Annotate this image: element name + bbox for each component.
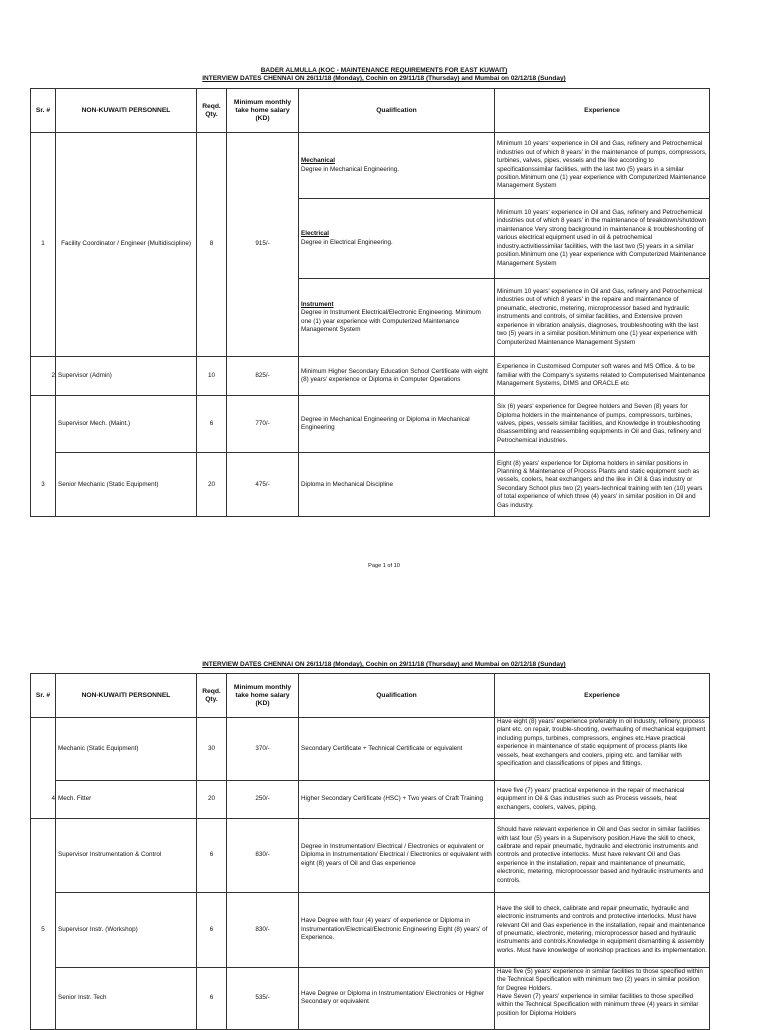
qualification-text: Higher Secondary Certificate (HSC) + Two years of Craft Training [299,780,495,818]
sr-number: 4 [51,795,55,802]
table-row [31,780,710,818]
required-qty: 6 [197,893,227,967]
experience-text: Six (6) years' experience for Degree holders and Seven (8) years for Diploma holders in the maintenance of pumps, compressors, turbines, valves, pipes, vessels similar facilities, and Knowledge in troubleshooting disassembling and reassembling equipments in Oil and Gas, refinery and Petrochemical industries. [495,396,710,453]
required-qty: 30 [197,718,227,781]
required-qty: 8 [197,133,227,357]
required-qty: 6 [197,396,227,453]
salary: 770/- [227,396,299,453]
experience-text: Minimum 10 years' experience in Oil and Gas, refinery and Petrochemical industries out of which 8 years' in the maintenance of pumps, compressors, turbines, valves, pipes, vessels and the like according to specificationssimilar facilities, with the last two (5) years in a similar position.Minimum one (1) year experience with Computerized Maintenance Management System [495,133,710,199]
qualification-text: Minimum Higher Secondary Education School Certificate with eight (8) years' experience or Diploma in Computer Operations [299,357,495,396]
personnel-title: Supervisor (Admin) [56,357,197,396]
table-row [31,967,710,1029]
qualification-text: Degree in Instrumentation/ Electrical / Electronics or equivalent or Diploma in Instrumentation/ Electrical / Electronics or equivalent with eight (8) years of Oil and Gas experience [299,819,495,893]
salary: 250/- [227,780,299,818]
required-qty: 10 [197,357,227,396]
qualification-text: Diploma in Mechanical Discipline [299,453,495,517]
experience-text: Have five (7) years' practical experience in the repair of mechanical equipment in Oil & Gas industries such as Process vessels, heat exchangers, coolers, valves, piping. [495,780,710,818]
qualification-text: Degree in Mechanical Engineering. [301,165,400,173]
header-personnel: NON-KUWAITI PERSONNEL [56,674,197,718]
qualification-cell [299,133,495,199]
qualification-cell [299,279,495,357]
experience-text: Have the skill to check, calibrate and repair pneumatic, hydraulic and electronic instruments and controls and protective interlocks. Must have relevant Oil and Gas experience in the installation, repair and maintenance of pneumatic, electronic, metering, microprocessor based and hydraulic instruments and controls.Knowledge in equipment dismantling & assembly works. Must have knowledge of workshop practices and its implementation. [495,893,710,967]
interview-dates-line: INTERVIEW DATES CHENNAI ON 26/11/18 (Monday), Cochin on 29/11/18 (Thursday) and Mumbai on 02/12/18 (Sunday) [202,75,566,82]
header-qty: Reqd. Qty. [197,89,227,133]
sr-cell [31,819,56,1030]
salary: 475/- [227,453,299,517]
header-sr: Sr. # [31,89,56,133]
sr-number: 3 [41,481,45,488]
salary: 370/- [227,718,299,781]
experience-text: Minimum 10 years' experience in Oil and Gas, refinery and Petrochemical industries out of which 8 years' in the maintenance of breakdown/shutdown maintenance Very strong background in maintenance & troubleshooting of various electrical equipment used in oil & petrochemical industry.activitiessimilar facilities, with the last two (5) years in a similar position.Minimum one (1) year experience with Computerized Maintenance Management System [495,199,710,279]
header-qty: Reqd. Qty. [197,674,227,718]
qualification-text: Secondary Certificate + Technical Certificate or equivalent [299,718,495,781]
personnel-title: Mechanic (Static Equipment) [56,718,197,781]
sr-number: 5 [41,926,45,933]
personnel-title: Senior Mechanic (Static Equipment) [56,453,197,517]
qualification-heading: Mechanical [301,157,335,165]
qualification-text: Degree in Electrical Engineering. [301,238,393,246]
table-row [31,453,710,517]
experience-text: Should have relevant experience in Oil and Gas sector in similar facilities with last four (5) years in a Supervisory position.Have the skill to check, calibrate and repair pneumatic, hydraulic and electronic instruments and controls and protective interlocks. Must have relevant Oil and Gas experience in the installation, repair and maintenance of pneumatic, electronic, metering, microprocessor based and hydraulic instruments and controls. [495,819,710,893]
header-salary: Minimum monthly take home salary (KD) [227,674,299,718]
personnel-title: Mech. Fitter [56,780,197,818]
personnel-title: Supervisor Instr. (Workshop) [56,893,197,967]
qualification-heading: Electrical [301,230,330,238]
header-qualification: Qualification [299,89,495,133]
sr-number: 1 [31,133,56,357]
sr-cell [31,718,56,819]
requirements-table-page1 [30,88,710,517]
table-row [31,357,710,396]
salary: 915/- [227,133,299,357]
header-sr: Sr. # [31,674,56,718]
required-qty: 20 [197,780,227,818]
required-qty: 6 [197,819,227,893]
sr-cell [31,396,56,517]
required-qty: 6 [197,967,227,1029]
header-personnel: NON-KUWAITI PERSONNEL [56,89,197,133]
header-qualification: Qualification [299,674,495,718]
qualification-cell [299,199,495,279]
qualification-heading: Instrument [301,300,334,308]
required-qty: 20 [197,453,227,517]
page-number: Page 1 of 10 [368,563,400,569]
experience-text: Minimum 10 years' experience in Oil and Gas, refinery and Petrochemical industries out of which 8 years' in the repaire and maintenance of pneumatic, electronic, metering, microprocessor based and hydraulic instruments and controls, of similar facilities, and Extensive proven experience in vibration analysis, diagnoses, troubleshooting with the last two (5) years in a similar position.Minimum one (1) year experience with Computerized Maintenance Management System [495,279,710,357]
header-salary: Minimum monthly take home salary (KD) [227,89,299,133]
experience-text: Have five (5) years' experience in similar facilities to those specified within the Technical Specification with minimum two (2) years in similar position for Degree Holders. Have Seven (7) years' experience in similar facilities to those specified within the Technical Specification with minimum three (4) years in similar position for Diploma Holders [495,967,710,1029]
table-row [31,718,710,781]
qualification-text: Degree in Mechanical Engineering or Diploma in Mechanical Engineering [299,396,495,453]
header-experience: Experience [495,89,710,133]
salary: 830/- [227,819,299,893]
qualification-text: Have Degree with four (4) years' of experience or Diploma in Instrumentation/Electrical/Electronic Engineering Eight (8) years' of Experience. [299,893,495,967]
interview-dates-line: INTERVIEW DATES CHENNAI ON 26/11/18 (Monday), Cochin on 29/11/18 (Thursday) and Mumbai on 02/12/18 (Sunday) [202,661,566,668]
table-header-row [31,674,710,718]
table-header-row [31,89,710,133]
salary: 535/- [227,967,299,1029]
qualification-text: Have Degree or Diploma in Instrumentation/ Electronics or Higher Secondary or equivalent [299,967,495,1029]
table-row [31,396,710,453]
personnel-title: Supervisor Instrumentation & Control [56,819,197,893]
table-row [31,819,710,893]
table-row [31,893,710,967]
salary: 825/- [227,357,299,396]
experience-text: Have eight (8) years' experience preferably in oil industry, refinery, process plant etc. on repair, trouble-shooting, overhauling of mechanical equipment including pumps, turbines, compressors, engines etc.Have practical experience in maintenance of static equipment of process plants like vessels, heat exchangers and coolers, piping etc. and familiar with specification and classifications of pipes and fittings. [495,718,710,781]
salary: 830/- [227,893,299,967]
requirements-table-page2 [30,673,710,1030]
qualification-text: Degree in Instrument Electrical/Electronic Engineering. Minimum one (1) year experience with Computerized Maintenance Management System [301,309,481,333]
header-experience: Experience [495,674,710,718]
document-title: BADER ALMULLA (KOC - MAINTENANCE REQUIREMENTS FOR EAST KUWAIT) [260,67,508,74]
personnel-title: Facility Coordinator / Engineer (Multidiscipline) [56,133,197,357]
personnel-title: Supervisor Mech. (Maint.) [56,396,197,453]
experience-text: Experience in Customised Computer soft wares and MS Office. & to be familiar with the Company's systems related to Computerised Maintenance Management Systems, DIMS and ORACLE etc [495,357,710,396]
experience-text: Eight (8) years' experience for Diploma holders in similar positions in Planning & Maintenance of Process Plants and static equipment such as vessels, coolers, heat exchangers and the like in Oil & Gas industry or Secondary School plus two (2) years-technical training with ten (10) years of total experience of which three (4) years' in similar position in Oil and Gas industry. [495,453,710,517]
personnel-title: Senior Instr. Tech [56,967,197,1029]
table-row [31,133,710,199]
sr-number: 2 [31,357,56,396]
